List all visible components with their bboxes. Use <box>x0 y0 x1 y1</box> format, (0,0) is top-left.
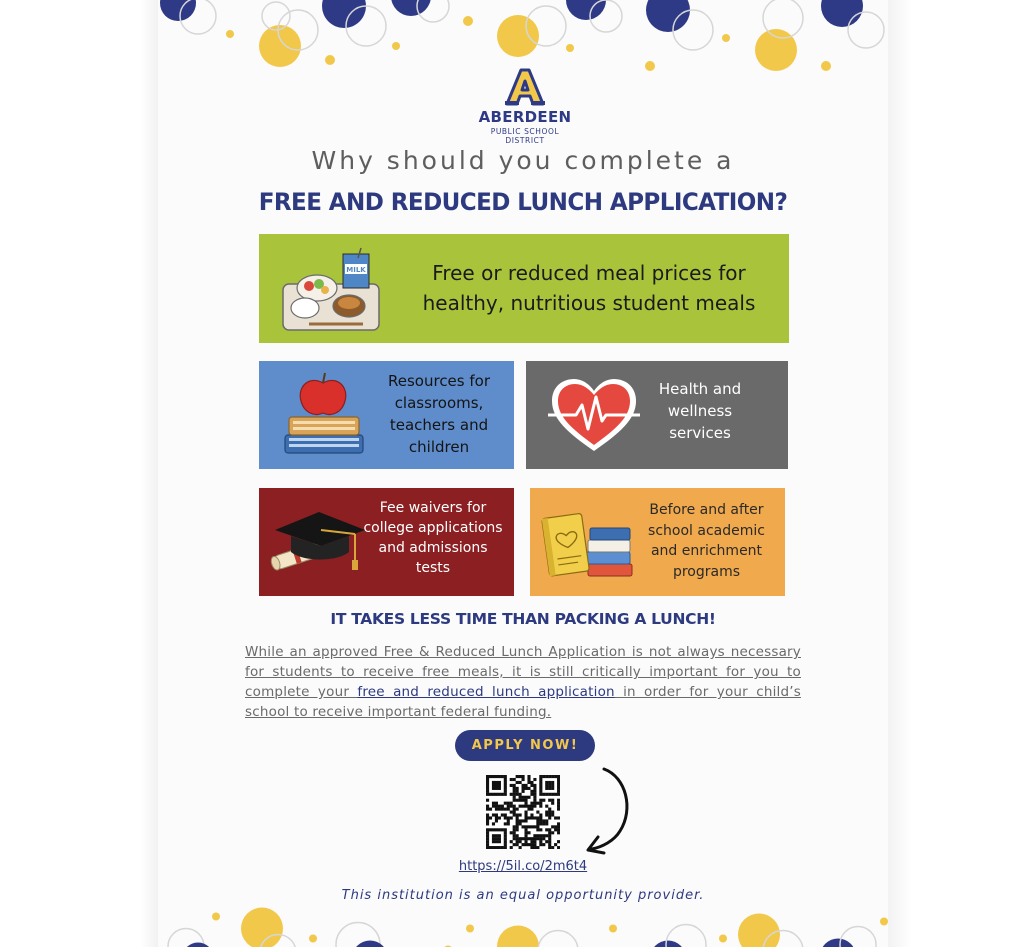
apply-now-button[interactable]: APPLY NOW! <box>455 730 595 761</box>
bottom-dots-decoration <box>158 882 888 947</box>
curved-arrow-icon <box>578 765 638 857</box>
benefit-card-fee-waivers <box>259 488 514 596</box>
district-logo <box>470 68 580 145</box>
body-paragraph <box>245 642 801 722</box>
lunch-tray-icon <box>281 246 383 332</box>
benefit-card-meals <box>259 234 789 343</box>
district-subtitle: PUBLIC SCHOOL DISTRICT <box>490 127 560 145</box>
district-name: ABERDEEN <box>478 108 572 126</box>
benefit-card-health <box>526 361 788 469</box>
tagline: IT TAKES LESS TIME THAN PACKING A LUNCH! <box>330 610 716 628</box>
benefit-card-resources <box>259 361 514 469</box>
flyer-page <box>158 0 888 947</box>
subheading: Why should you complete a <box>311 146 735 175</box>
book-stack-icon <box>540 506 636 586</box>
short-url-link[interactable]: https://5il.co/2m6t4 <box>458 859 588 874</box>
page-shadow-right <box>888 0 912 947</box>
heart-heartbeat-icon <box>548 375 640 455</box>
letter-a-logo-icon <box>503 68 547 106</box>
benefit-text-meals: Free or reduced meal prices for healthy, nutritious student meals <box>422 261 756 315</box>
graduation-cap-diploma-icon <box>265 508 369 580</box>
qr-code-icon[interactable] <box>486 775 560 849</box>
body-text-end: in order for your child’s school to receive important federal funding. <box>245 684 801 720</box>
page-shadow-left <box>140 0 160 947</box>
headline: FREE AND REDUCED LUNCH APPLICATION? <box>258 188 788 216</box>
benefit-text-programs: Before and after school academic and enrichment programs <box>648 502 765 580</box>
top-dots-decoration <box>158 0 888 78</box>
equal-opportunity-notice: This institution is an equal opportunity provider. <box>341 888 705 903</box>
application-link[interactable]: free and reduced lunch application <box>357 684 615 700</box>
benefit-text-health: Health and wellness services <box>658 380 742 442</box>
milk-carton-label: MILK <box>346 266 366 274</box>
apple-books-icon <box>279 369 369 463</box>
benefit-text-fee-waivers: Fee waivers for college applications and admissions tests <box>363 500 503 576</box>
benefit-text-resources: Resources for classrooms, teachers and children <box>388 372 490 456</box>
benefit-card-programs <box>530 488 785 596</box>
body-text-start: While an approved Free & Reduced Lunch Application is not always necessary for students to receive free meals, it is still critically important for you to complete your <box>245 644 801 700</box>
